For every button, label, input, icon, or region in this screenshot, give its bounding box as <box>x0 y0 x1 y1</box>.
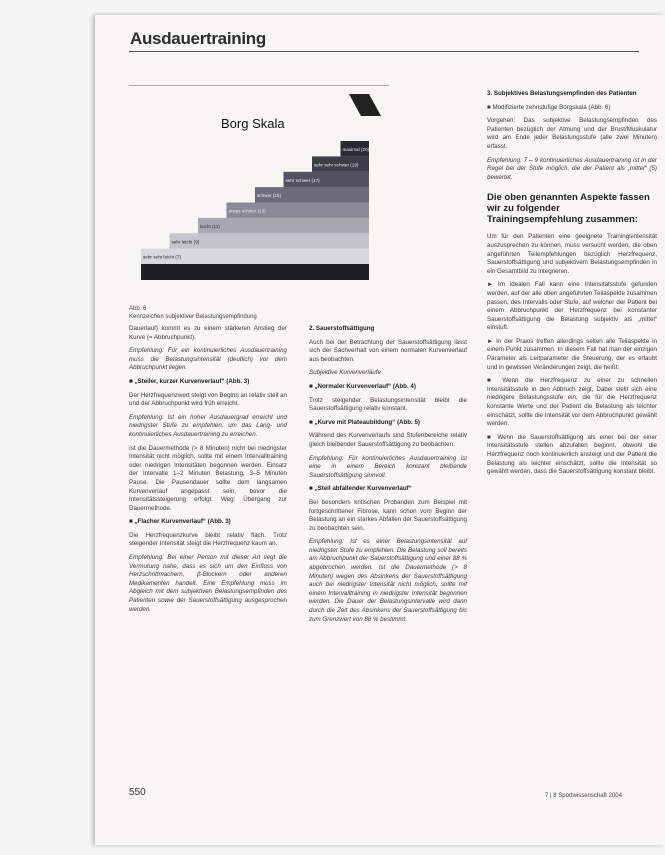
paragraph: Dauerlauf) kommt es zu einem stärkeren Anstieg der Kurve (= Abbruchpunkt). <box>129 325 287 341</box>
document-page <box>95 15 665 845</box>
footer-journal: 7 | 8 Sportwissenschaft 2004 <box>545 793 622 799</box>
bullet-paragraph: ■ Wenn die Sauerstoffsättigung als einer bei der einer Intensitätsstufe stellen abzufallen beginnt, obwohl die Herzfrequenz noch kontinuierlich ansteigt und der Patient die Belastung als leichter einschätzt, sollte die Intensität so gewählt werden, dass die Sauerstoffsättigung konstant bleibt. <box>487 433 657 476</box>
logo-icon <box>349 94 381 116</box>
subheading: ■ „Steil abfallender Kurvenverlauf“ <box>309 485 412 493</box>
borg-scale-figure <box>129 85 389 301</box>
paragraph-recommendation: Empfehlung: Ist ein hoher Ausdauergrad erreicht und niedrigster Stufe zu empfehlen, um das Lang- und kontinuierliches Ausdauertraining zu erreichen. <box>129 413 287 438</box>
subheading-italic: Subjektive Kurvenverläufe <box>309 369 381 377</box>
paragraph: Während des Kurvenverlaufs sind Stufenbereiche relativ gleich bleibender Sauerstoffsättigung zu beobachten. <box>309 432 467 448</box>
paragraph-recommendation: Empfehlung: Für ein kontinuierliches Ausdauertraining muss die Belastungsintensität (deutlich) vor dem Abbruchpunkt liegen. <box>129 347 287 372</box>
paragraph-recommendation: Empfehlung: Für kontinuierliches Ausdauertraining ist eine in einem Bereich konstant bleibende Sauerstoffsättigung sinnvoll. <box>309 454 467 479</box>
borg-base <box>141 264 369 280</box>
title-rule <box>129 51 639 52</box>
borg-step <box>170 233 370 248</box>
page-number: 550 <box>129 787 146 798</box>
paragraph: Bei besonders kritischen Probanden zum Beispiel mit fortgeschrittener Fibrose, kann schon vom Beginn der Belastung an ein starkes Abfallen der Sauerstoffsättigung zu beobachten sein. <box>309 498 467 532</box>
borg-step-label: etwas schwer (13) <box>228 208 266 214</box>
borg-step-label: schwer (15) <box>257 193 281 199</box>
subheading: ■ „Steiler, kurzer Kurvenverlauf“ (Abb. 3) <box>129 377 250 385</box>
paragraph: Auch bei der Betrachtung der Sauerstoffsättigung lässt sich der Sachverhalt von einem normalen Kurvenverlauf aus beobachten. <box>309 338 467 363</box>
figure-caption <box>129 305 359 321</box>
paragraph: Vorgehen: Das subjektive Belastungsempfinden des Patienten bezüglich der Atmung und der Brust/Muskulatur wird am Ende jeder Belastungsstufe (alle zwei Minuten) erfasst. <box>487 117 657 150</box>
borg-step-label: sehr schwer (17) <box>285 177 320 183</box>
borg-step <box>198 218 369 233</box>
chart-title: Borg Skala <box>221 116 285 131</box>
paragraph: Der Herzfrequenzwert steigt von Beginn an relativ steil an und der Abbruchpunkt wird früh erreicht. <box>129 391 287 408</box>
bullet-paragraph: ► In der Praxis treffen allerdings selten alle Teilaspekte in einem Punkt zusammen. In diesem Fall hat man der einzigen Parameter als Leitparameter die Steuerung, der es erlaubt und in gewissen Veränderungen zeigt, die heißt: <box>487 337 657 371</box>
bullet-paragraph: ► Im idealen Fall kann eine Intensitätsstufe gefunden werden, auf der alle oben angeführten Teilaspekte zusammen passen, des Intervalls oder Stufe, auf welcher der Patient bei einem Abbruchpunkt der Herzfrequenz bei konstanter Sauerstoffsättigung die Belastung subjektiv als „mittel“ einstuft. <box>487 281 657 332</box>
text-column-3 <box>487 90 657 482</box>
borg-step-label: sehr sehr schwer (19) <box>314 162 359 168</box>
section-title: Ausdauertraining <box>130 29 266 48</box>
subheading: ■ „Normaler Kurvenverlauf“ (Abb. 4) <box>309 382 416 390</box>
figure-caption-text: Kennzeichen subjektiver Belastungsempfindung <box>129 314 257 320</box>
paragraph-recommendation: Empfehlung: Ist es einer Belastungsintensität auf niedrigster Stufe zu empfehlen. Die Belastung soll bereits am Abbruchpunkt der Sauerstoffsättigung und einer 88 % abgebrochen werden. Ist die Dauermethode (> 8 Minuten) wegen des Absinkens der Sauerstoffsättigung auch bei niedrigster Intensität nicht möglich, sollte mit einem Intervalltraining in niedrigster Intensität begonnen werden. Die Dauer der Belastungsintervalle wird dann durch die Zeit des Absinkens der Sauerstoffsättigung bis zum Grenzwert von 88 % bestimmt. <box>309 538 467 623</box>
section-heading: 3. Subjektives Belastungsempfinden des Patienten <box>487 90 637 97</box>
borg-scale-chart <box>129 86 389 301</box>
borg-step-label: sehr sehr leicht (7) <box>143 254 182 260</box>
borg-step-label: maximal (20) <box>342 147 370 152</box>
bullet-paragraph: ■ Wenn die Herzfrequenz zu einer zu schnellen Intensitätsstufe in den Abbruch zeigt, Dabei stellt sich eine niedrigere Belastungsstufe ein, die für die Herzfrequenz konstante Werte und der Patient die Belastung als leichter einschätzt, sollte die Intensität vor dem Abbruchpunkt gewählt werden. <box>487 377 657 428</box>
paragraph: Um für den Patienten eine geeignete Trainingsintensität auszusprechen zu können, muss versucht werden, die oben angeführten Teilempfehlungen bezüglich Herzfrequenz, Sauerstoffsättigung und subjektivem Belastungsempfinden in ein Gesamtbild zu integrieren. <box>487 233 657 275</box>
paragraph: Trotz steigender Belastungsintensität bleibt die Sauerstoffsättigung relativ konstant. <box>309 396 467 413</box>
paragraph-recommendation: Empfehlung: 7 – 9 kontinuierliches Ausdauertraining ist in der Regel bei der Stufe möglich, die der Patient als „mittel“ (5) bewertet. <box>487 156 657 181</box>
paragraph: Die Herzfrequenzkurve bleibt relativ flach. Trotz steigender Intensität steigt die Herzfrequenz kaum an. <box>129 531 287 548</box>
section-heading: 2. Sauerstoffsättigung <box>309 325 375 332</box>
borg-step-label: leicht (11) <box>200 223 220 229</box>
paragraph-recommendation: Empfehlung: Bei einer Person mit dieser Art liegt die Vermutung nahe, dass es sich um den Einfluss von Herzschrittmachern, β-Blockern oder anderen Medikamenten handelt. Eine Empfehlung muss im Abgleich mit dem subjektiven Belastungsempfinden des Patienten sowie der Sauerstoffsättigung ausgesprochen werden. <box>129 554 287 613</box>
borg-step-label: sehr leicht (9) <box>171 239 200 245</box>
figure-number: Abb. 6 <box>129 306 147 312</box>
paragraph: ■ Modifizierte zehnstufige Borgskala (Abb. 6) <box>487 103 611 111</box>
subheading: ■ „Flacher Kurvenverlauf“ (Abb. 3) <box>129 518 231 526</box>
text-column-1 <box>129 325 287 619</box>
subheading: ■ „Kurve mit Plateaubildung“ (Abb. 5) <box>309 418 420 426</box>
paragraph: Ist die Dauermethode (> 8 Minuten) nicht bei niedrigster Intensität nicht möglich, sollte mit einem Intervalltraining oder niedrigen Intensitäten begonnen werden. Einsatz der Intervalle 1–2 Minuten Belastung, 3–5 Minuten Pause. Die Pausendauer sollte dem langsamen Kurvenverlauf angepasst sein, bevor die Intensitätssteigerung erfolgt. Weg: Übergang zur Dauermethode. <box>129 444 287 512</box>
text-column-2 <box>309 325 467 629</box>
summary-heading: Die oben genannten Aspekte fassen wir zu folgender Trainingsempfehlung zusammen: <box>487 192 650 226</box>
